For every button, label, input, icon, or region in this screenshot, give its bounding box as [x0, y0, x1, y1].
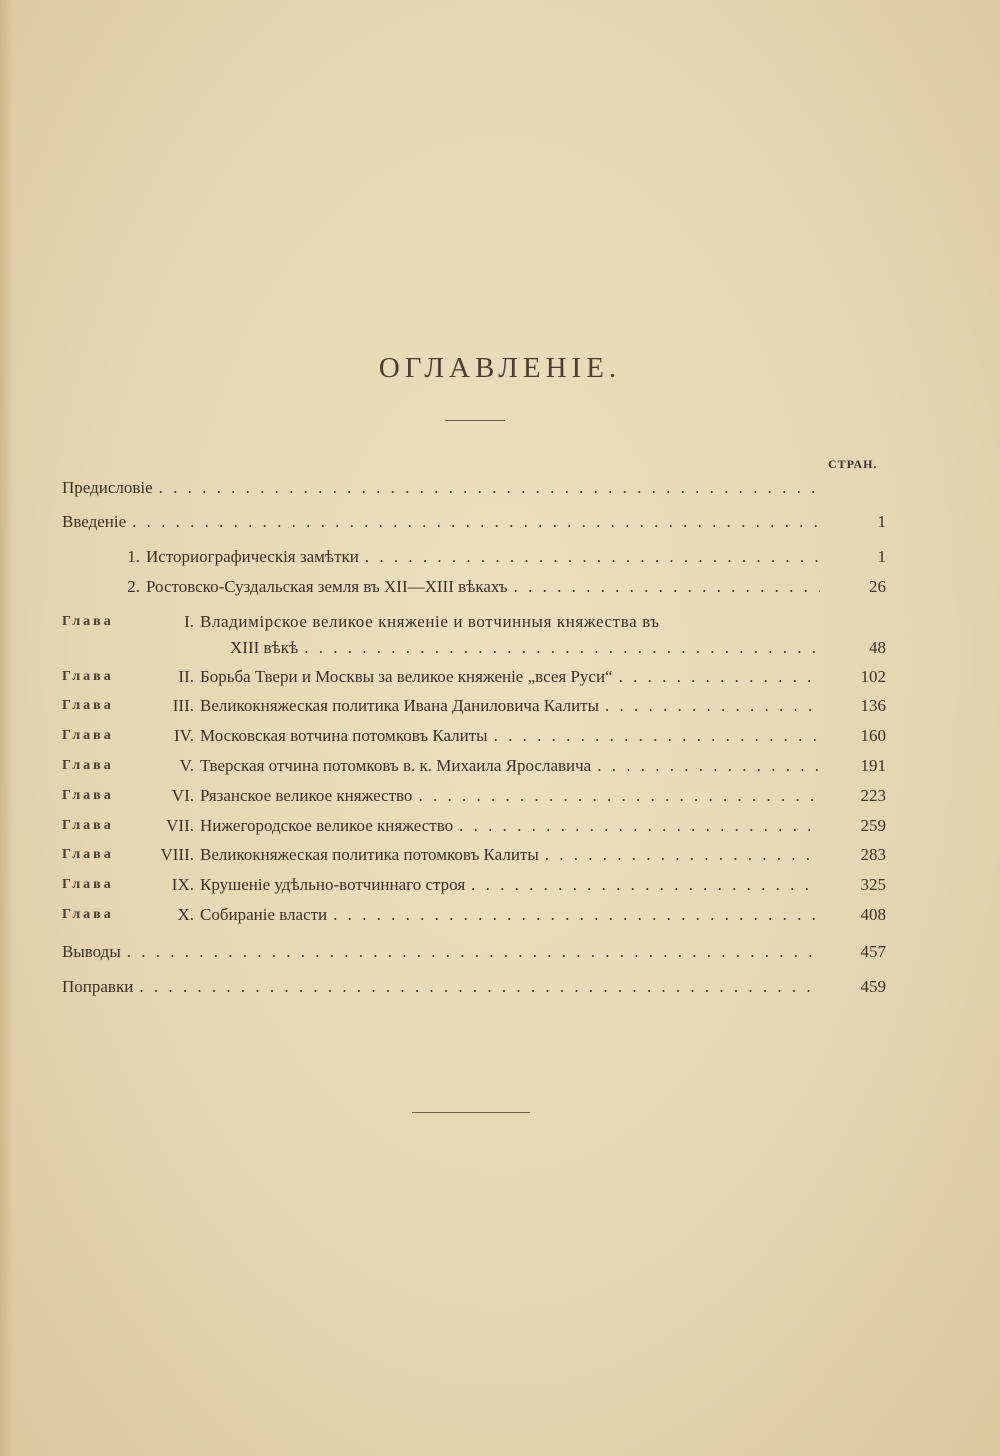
toc-entry-chapter-7[interactable] — [62, 815, 886, 837]
chapter-label: Глава — [62, 907, 114, 922]
toc-entry-introduction[interactable] — [62, 511, 886, 533]
entry-text: Собираніе власти — [200, 905, 328, 924]
entry-number: IX. — [171, 875, 194, 894]
end-divider — [412, 1112, 530, 1113]
entry-number: X. — [177, 905, 194, 924]
dot-leader — [605, 695, 820, 717]
chapter-label: Глава — [62, 728, 114, 743]
entry-number: VIII. — [160, 845, 194, 864]
entry-text: Рязанское великое княжество — [200, 786, 413, 805]
chapter-label: Глава — [62, 877, 114, 892]
toc-entry-chapter-10[interactable] — [62, 904, 886, 926]
chapter-label: Глава — [62, 788, 114, 803]
entry-number: V. — [179, 756, 194, 775]
entry-text: Нижегородское великое княжество — [200, 816, 454, 835]
chapter-label: Глава — [62, 847, 114, 862]
entry-text: Великокняжеская политика потомковъ Калиты — [200, 845, 539, 864]
toc-entry-conclusions[interactable] — [62, 941, 886, 963]
toc-entry-section-2[interactable] — [62, 576, 886, 598]
entry-page: 325 — [860, 875, 886, 894]
dot-leader — [459, 815, 820, 837]
entry-page: 408 — [860, 905, 886, 924]
entry-page: 160 — [860, 726, 886, 745]
entry-page: 1 — [877, 512, 886, 531]
entry-number: VI. — [171, 786, 194, 805]
toc-entry-chapter-2[interactable] — [62, 666, 886, 688]
toc-entry-chapter-6[interactable] — [62, 785, 886, 807]
entry-page: 191 — [860, 756, 886, 775]
dot-leader — [619, 666, 820, 688]
page-edge-shadow — [0, 0, 14, 1456]
toc-entry-corrections[interactable] — [62, 976, 886, 998]
entry-text-continued: XIII вѣкѣ — [230, 638, 299, 657]
chapter-label: Глава — [62, 669, 114, 684]
toc-entry-chapter-4[interactable] — [62, 725, 886, 747]
chapter-label: Глава — [62, 758, 114, 773]
toc-entry-chapter-8[interactable] — [62, 844, 886, 866]
entry-page: 259 — [860, 816, 886, 835]
toc-entry-chapter-3[interactable] — [62, 695, 886, 717]
entry-page: 26 — [869, 577, 886, 596]
entry-page: 48 — [869, 638, 886, 657]
title-divider — [445, 420, 505, 421]
toc-entry-section-1[interactable] — [62, 546, 886, 568]
entry-number: III. — [172, 696, 194, 715]
toc-entry-chapter-1[interactable] — [62, 611, 886, 633]
entry-text: Введеніе — [62, 512, 127, 531]
entry-number: 1. — [127, 547, 140, 566]
entry-number: II. — [178, 667, 194, 686]
dot-leader — [418, 785, 820, 807]
entry-page: 102 — [860, 667, 886, 686]
page-title: ОГЛАВЛЕНІЕ. — [378, 352, 622, 384]
entry-number: 2. — [127, 577, 140, 596]
dot-leader — [471, 874, 820, 896]
entry-text: Московская вотчина потомковъ Калиты — [200, 726, 488, 745]
entry-text: Борьба Твери и Москвы за великое княженіе „всея Руси“ — [200, 667, 613, 686]
chapter-label: Глава — [62, 818, 114, 833]
dot-leader — [127, 941, 820, 963]
page-column-header: СТРАН. — [828, 457, 878, 471]
entry-number: VII. — [166, 816, 194, 835]
entry-text: Крушеніе удѣльно-вотчиннаго строя — [200, 875, 466, 894]
dot-leader — [139, 976, 820, 998]
entry-text: Владимірское великое княженіе и вотчинныя княжества въ — [200, 612, 660, 631]
dot-leader — [545, 844, 820, 866]
toc-entry-preface[interactable] — [62, 477, 886, 499]
entry-page: 223 — [860, 786, 886, 805]
entry-text: Великокняжеская политика Ивана Даниловича Калиты — [200, 696, 600, 715]
entry-page — [826, 477, 886, 499]
entry-text: Выводы — [62, 942, 121, 961]
entry-text: Предисловіе — [62, 478, 153, 497]
dot-leader — [132, 511, 820, 533]
entry-number: IV. — [174, 726, 194, 745]
toc-entry-chapter-5[interactable] — [62, 755, 886, 777]
entry-number: I. — [184, 612, 194, 631]
toc-entry-chapter-1-continued — [62, 637, 886, 659]
dot-leader — [597, 755, 820, 777]
entry-text: Тверская отчина потомковъ в. к. Михаила Ярославича — [200, 756, 592, 775]
entry-text: Историографическія замѣтки — [146, 547, 359, 566]
entry-page: 457 — [860, 942, 886, 961]
chapter-label: Глава — [62, 698, 114, 713]
chapter-label: Глава — [62, 614, 114, 629]
dot-leader — [304, 637, 820, 659]
entry-page: 136 — [860, 696, 886, 715]
dot-leader — [159, 477, 820, 499]
entry-text: Ростовско-Суздальская земля въ XII—XIII вѣкахъ — [146, 577, 508, 596]
dot-leader — [494, 725, 820, 747]
dot-leader — [365, 546, 820, 568]
dot-leader — [514, 576, 820, 598]
entry-page: 283 — [860, 845, 886, 864]
entry-page: 459 — [860, 977, 886, 996]
entry-text: Поправки — [62, 977, 134, 996]
dot-leader — [333, 904, 820, 926]
entry-page: 1 — [877, 547, 886, 566]
toc-entry-chapter-9[interactable] — [62, 874, 886, 896]
